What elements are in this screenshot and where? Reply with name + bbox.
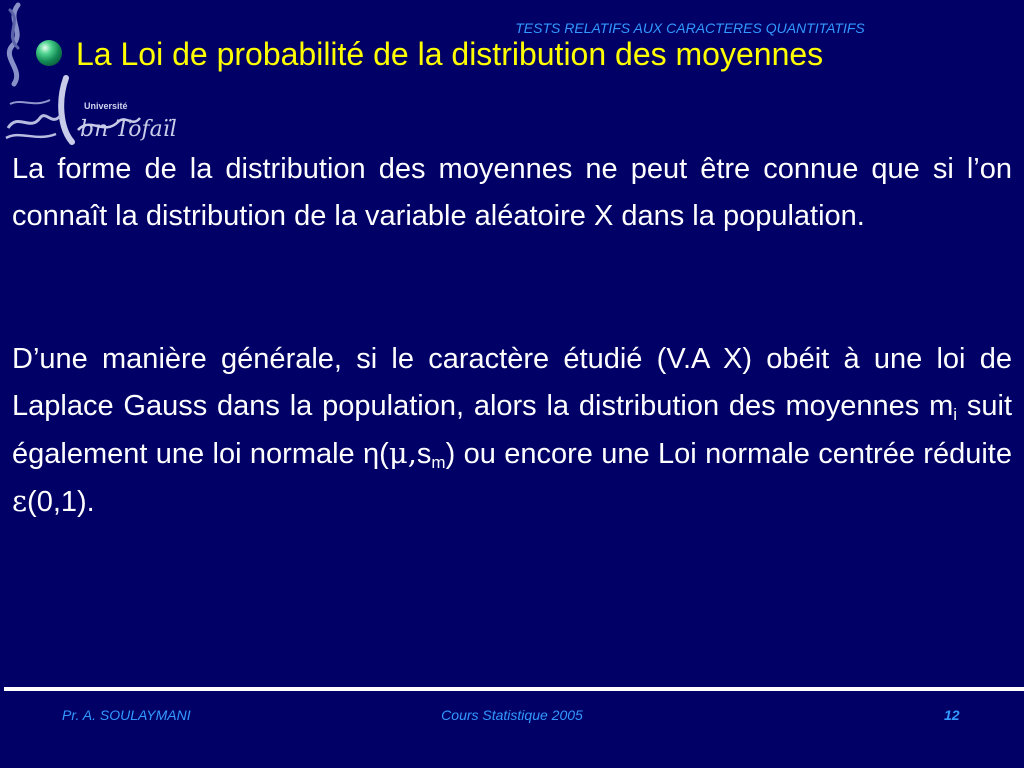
footer-course: Cours Statistique 2005 [441,707,583,723]
s-letter: s [416,438,432,470]
mu-symbol: μ [388,436,408,470]
footer-author: Pr. A. SOULAYMANI [62,707,191,723]
p2-sub-m: m [431,453,446,472]
p2-sub-i: i [953,405,958,424]
footer-divider [4,687,1024,691]
logo-script: bn Tofaïl [80,117,177,142]
slide-title: La Loi de probabilité de la distribution des moyennes [76,36,824,72]
page-number: 12 [944,707,960,723]
comma-symbol: , [407,436,417,470]
epsilon-symbol: ε [12,484,28,518]
globe-bullet-icon [36,40,62,66]
p2-text-3: ) ou encore une Loi normale centrée réduite [445,438,1012,470]
paragraph-2 [12,336,1012,526]
paragraph-1: La forme de la distribution des moyennes ne peut être connue que si l’on connaît la distribution de la variable aléatoire X dans la population. [12,153,1012,232]
p2-text-4: (0,1). [27,486,95,518]
p2-text-1: D’une manière générale, si le caractère étudié (V.A X) obéit à une loi de Laplace Gauss dans la population, alors la distribution des moyennes m [12,343,1012,422]
logo-word: Université [84,101,128,111]
header-tag: TESTS RELATIFS AUX CARACTERES QUANTITATIFS [515,20,865,36]
p2-text-2: suit également une loi normale η( [12,390,1013,470]
